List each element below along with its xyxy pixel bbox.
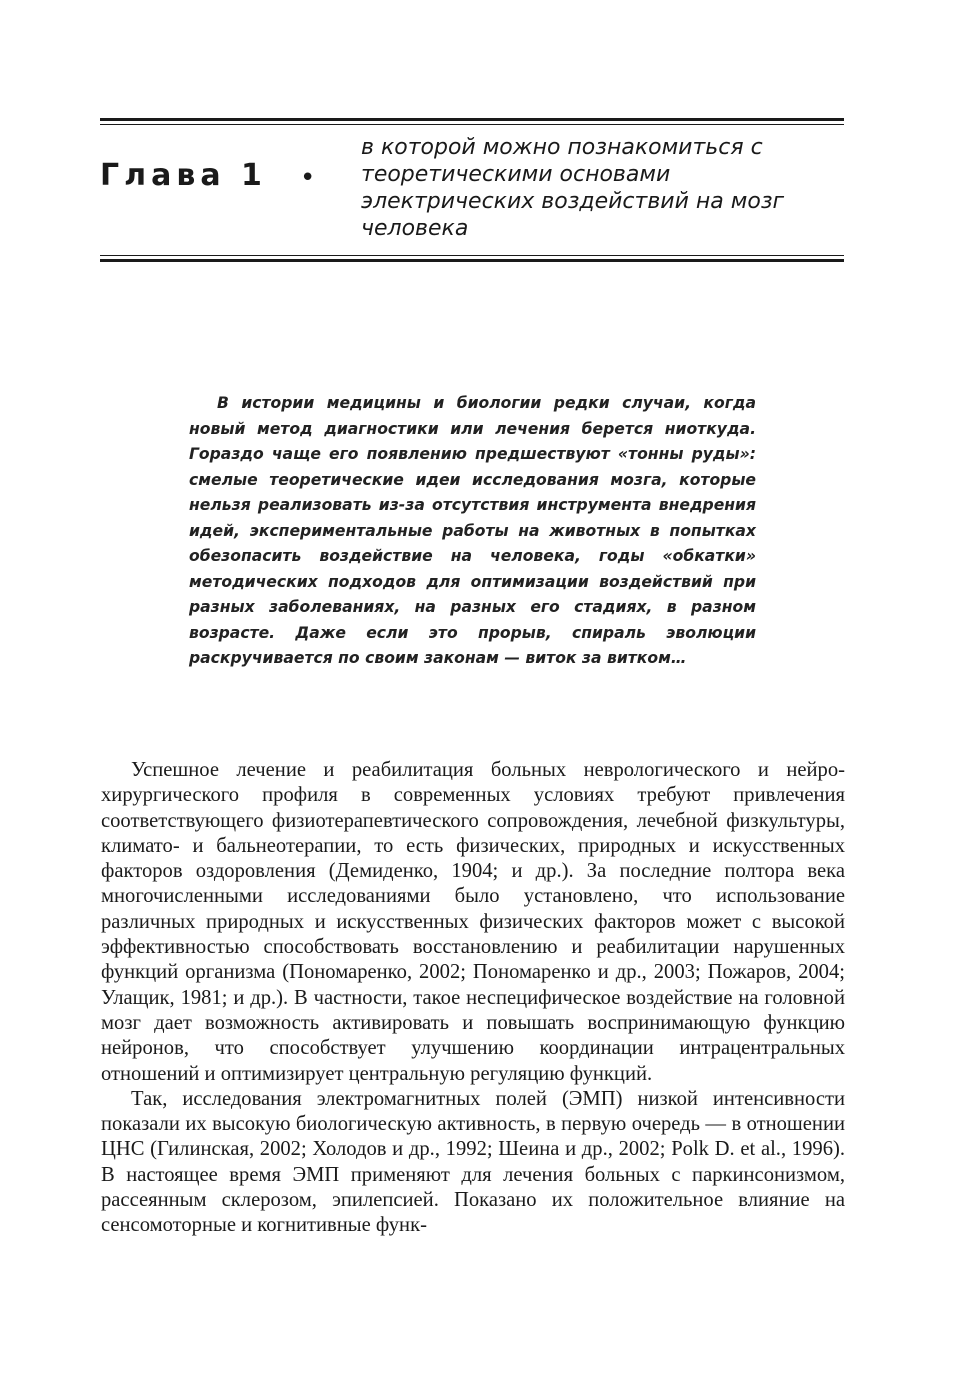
chapter-subtitle: в которой можно познакомиться с теоретическими основами электрических воздействий на мозг человека <box>361 135 785 241</box>
header-bottom-rule <box>100 255 844 262</box>
body-paragraph-1: Успешное лечение и реабилитация больных неврологического и нейрохирургического профиля в современных условиях требуют привлечения соответствующего физиотерапевтического сопровождения, лечебной физкультуры, климато- и бальнеотерапии, то есть физических, природных и искусственных факторов оздоровления (Демиденко, 1904; и др.). За последние полтора века многочисленными исследованиями было установлено, что использование различных природных и искусственных физических факторов может с высокой эффективностью способствовать восстановлению и реабилитации нарушенных функций организма (Пономаренко, 2002; Пономаренко и др., 2003; Пожаров, 2004; Улащик, 1981; и др.). В частности, такое неспецифическое воздействие на головной мозг дает возможность активировать и повышать воспринимающую функцию нейронов, что способствует улучшению координации интрацентральных отношений и оптимизирует центральную регуляцию функций. <box>101 759 845 1085</box>
epigraph: В истории медицины и биологии редки случаи, когда новый метод диагностики или лечения берется ниоткуда. Гораздо чаще его появлению предшествуют «тонны руды»: смелые теоретические идеи исследования мозга, которые нельзя реализовать из-за отсутствия инструмента внедрения идей, экспериментальные работы на животных в попытках обезопасить воздействие на человека, годы «обкатки» методических подходов для оптимизации воздействий при разных заболеваниях, на разных его стадиях, в разном возрасте. Даже если это прорыв, спираль эволюции раскручивается по своим законам — виток за витком… <box>189 394 756 667</box>
body-paragraph-2: Так, исследования электромагнитных полей (ЭМП) низкой интенсивности показали их высокую биологическую активность, в первую очередь — в отношении ЦНС (Гилинская, 2002; Холодов и др., 1992; Шеина и др., 2002; Polk D. et al., 1996). В настоящее время ЭМП применяют для лечения больных с паркинсонизмом, рассеянным склерозом, эпилепсией. Показано их положительное влияние на сенсомоторные и когнитивные функ- <box>101 1087 845 1237</box>
header-top-rule <box>100 118 844 125</box>
bullet-separator: • <box>300 163 316 193</box>
chapter-label: Глава 1 <box>100 158 267 193</box>
body-text <box>101 758 845 1239</box>
